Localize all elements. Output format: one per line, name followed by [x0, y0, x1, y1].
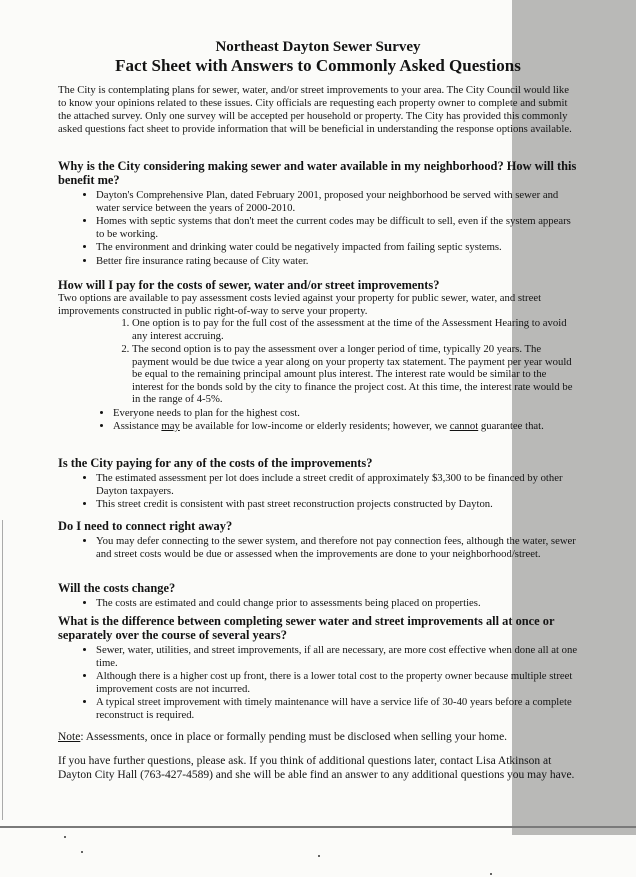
bullet-list	[58, 535, 578, 560]
list-item: • The estimated assessment per lot does include a street credit of approximately $3,300 to be financed by other Dayton taxpayers.	[96, 472, 578, 497]
section-heading: Will the costs change?	[58, 581, 176, 595]
section-heading: Is the City paying for any of the costs of the improvements?	[58, 456, 373, 470]
scan-speck	[64, 836, 66, 838]
list-item: • A typical street improvement with timely maintenance will have a service life of 30-40 years before a complete reconstruct is required.	[96, 696, 578, 721]
list-item: • The costs are estimated and could change prior to assessments being placed on properties.	[96, 597, 578, 610]
numbered-list	[58, 317, 578, 406]
text-run: be available for low-income or elderly residents; however, we	[179, 420, 450, 432]
scan-speck	[490, 873, 492, 875]
section-how-pay	[58, 278, 578, 434]
scan-edge-line	[0, 826, 636, 828]
section-costs-change	[58, 581, 578, 611]
section-connect	[58, 519, 578, 561]
list-item: • Although there is a higher cost up front, there is a lower total cost to the property owner because multiple street improvement costs are not incurred.	[96, 670, 578, 695]
note-text	[58, 730, 578, 744]
list-item: • Better fire insurance rating because of City water.	[96, 255, 578, 268]
list-item: • Homes with septic systems that don't meet the current codes may be difficult to sell, even if the system appears to be working.	[96, 215, 578, 240]
underlined-word: may	[161, 420, 180, 432]
document-subtitle: Fact Sheet with Answers to Commonly Asked Questions	[115, 56, 521, 75]
text-run: Assistance	[113, 420, 162, 432]
bullet-list	[58, 597, 578, 610]
bullet-list	[58, 644, 578, 721]
note-block	[58, 730, 578, 744]
bullet-list	[58, 189, 578, 267]
section-heading: What is the difference between completing sewer water and street improvements all at once or separately over the course of several years?	[58, 614, 555, 642]
list-item: • Sewer, water, utilities, and street improvements, if all are necessary, are more cost effective when done all at one time.	[96, 644, 578, 669]
section-heading: How will I pay for the costs of sewer, water and/or street improvements?	[58, 278, 440, 292]
section-text: Two options are available to pay assessment costs levied against your property for public sewer, water, and street improvements constructed in public right-of-way to serve your property.	[58, 292, 542, 317]
text-run: guarantee that.	[478, 420, 544, 432]
section-heading: Do I need to connect right away?	[58, 519, 233, 533]
section-difference	[58, 614, 578, 722]
section-heading: Why is the City considering making sewer and water available in my neighborhood? How will this benefit me?	[58, 159, 577, 187]
scan-speck	[81, 851, 83, 853]
list-item: • The environment and drinking water could be negatively impacted from failing septic systems.	[96, 241, 578, 254]
list-item: 1. One option is to pay for the full cost of the assessment at the time of the Assessment Hearing to avoid any interest accruing.	[132, 317, 578, 342]
note-body: : Assessments, once in place or formally pending must be disclosed when selling your home.	[80, 731, 508, 743]
list-item: • You may defer connecting to the sewer system, and therefore not pay connection fees, although the water, sewer and street costs would be due or assessed when the improvements are done to your neighborhood/street.	[96, 535, 578, 560]
list-item: • This street credit is consistent with past street reconstruction projects constructed by Dayton.	[96, 498, 578, 511]
list-item: • Everyone needs to plan for the highest cost.	[113, 407, 578, 420]
closing-block	[58, 754, 578, 782]
list-item	[113, 420, 578, 433]
underlined-word: cannot	[449, 420, 479, 432]
section-why-sewer	[58, 159, 578, 268]
document-title: Northeast Dayton Sewer Survey	[215, 39, 421, 55]
scan-speck	[318, 855, 320, 857]
bullet-list	[58, 407, 578, 433]
bullet-list	[58, 472, 578, 511]
section-city-paying	[58, 456, 578, 512]
note-label: Note	[58, 731, 81, 743]
closing-paragraph: If you have further questions, please ask. If you think of additional questions later, contact Lisa Atkinson at Dayton City Hall (763-427-4589) and she will be able find an answer to any additional questions you may have.	[58, 755, 575, 781]
list-item: 2. The second option is to pay the assessment over a longer period of time, typically 20 years. The payment would be due twice a year along on your property tax statement. The payment per year would be equal to the remaining principal amount plus interest. The interest rate would be similar to the interest for the bonds sold by the city to finance the project cost. At this time, the interest rate would be in the range of 4-5%.	[132, 343, 578, 406]
intro-paragraph: The City is contemplating plans for sewer, water, and/or street improvements to your area. The City Council would like to know your opinions related to these issues. City officials are requesting each property owner to complete and submit the attached survey. Only one survey will be accepted per household or property. The City has provided this commonly asked questions fact sheet to provide information that will be beneficial in understanding the response options available.	[58, 84, 572, 135]
list-item: • Dayton's Comprehensive Plan, dated February 2001, proposed your neighborhood be served with sewer and water service between the years of 2000-2010.	[96, 189, 578, 214]
scan-left-edge	[2, 520, 3, 820]
